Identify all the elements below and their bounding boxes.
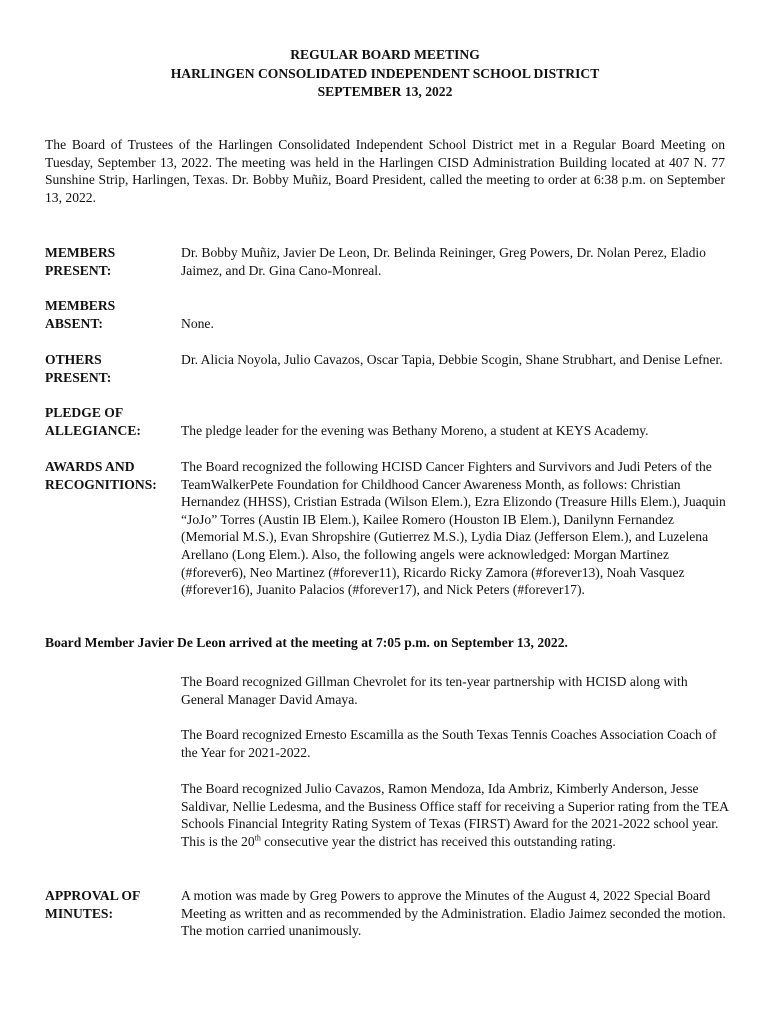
recognition-business-text-end: consecutive year the district has received this outstanding rating. [260,833,616,849]
members-absent-text: None. [181,316,214,331]
header-meeting-title: REGULAR BOARD MEETING [290,47,480,62]
recognition-business-text: The Board recognized Julio Cavazos, Ramon Mendoza, Ida Ambriz, Kimberly Anderson, Jesse Saldivar, Nellie Ledesma, and the Business Office staff for receiving a Superior rating from the TEA Schools Financial Integrity Rating System of Texas (FIRST) Award for the 2021-2022 school year. This is the 20 [181,781,729,849]
pledge-label: PLEDGE OF ALLEGIANCE: [45,405,141,438]
members-present-label: MEMBERS PRESENT: [45,245,116,278]
pledge-text: The pledge leader for the evening was Bethany Moreno, a student at KEYS Academy. [181,423,649,438]
recognition-gillman: The Board recognized Gillman Chevrolet for its ten-year partnership with HCISD along with General Manager David Amaya. [181,674,688,707]
header-district-name: HARLINGEN CONSOLIDATED INDEPENDENT SCHOOL DISTRICT [170,65,600,81]
members-absent-label: MEMBERS ABSENT: [45,298,116,331]
awards-text: The Board recognized the following HCISD Cancer Fighters and Survivors and Judi Peters of the TeamWalkerPete Foundation for Childhood Cancer Awareness Month, as follows: Christian Hernandez (HHSS), Cristian Estrada (Wilson Elem.), Ezra Elizondo (Treasure Hills Elem.), Juaquin “JoJo” Torres (Austin IB Elem.), Kailee Romero (Houston IB Elem.), Danilynn Fernandez (Memorial M.S.), Evan Shropshire (Gutierrez M.S.), Lydia Diaz (Jefferson Elem.), and Luzelena Arellano (Long Elem.). Also, the following angels were acknowledged: Morgan Martinez (#forever6), Neo Martinez (#forever11), Ricardo Ricky Zamora (#forever13), Noah Vasquez (#forever16), Juanito Palacios (#forever17), and Nick Peters (#forever17). [181,459,726,598]
recognition-business-office [181,780,729,850]
others-present-label: OTHERS PRESENT: [45,352,112,385]
header-meeting-date: SEPTEMBER 13, 2022 [317,84,453,99]
approval-label: APPROVAL OF MINUTES: [45,888,141,921]
arrival-note: Board Member Javier De Leon arrived at the meeting at 7:05 p.m. on September 13, 2022. [45,635,568,650]
document-header [0,46,770,102]
others-present-text: Dr. Alicia Noyola, Julio Cavazos, Oscar Tapia, Debbie Scogin, Shane Strubhart, and Denise Lefner. [181,352,723,367]
recognition-escamilla: The Board recognized Ernesto Escamilla as the South Texas Tennis Coaches Association Coach of the Year for 2021-2022. [181,727,717,760]
ordinal-superscript: th [254,833,261,843]
intro-paragraph: The Board of Trustees of the Harlingen Consolidated Independent School District met in a Regular Board Meeting on Tuesday, September 13, 2022. The meeting was held in the Harlingen CISD Administration Building located at 407 N. 77 Sunshine Strip, Harlingen, Texas. Dr. Bobby Muñiz, Board President, called the meeting to order at 6:38 p.m. on September 13, 2022. [45,137,725,205]
members-present-text: Dr. Bobby Muñiz, Javier De Leon, Dr. Belinda Reininger, Greg Powers, Dr. Nolan Perez, Eladio Jaimez, and Dr. Gina Cano-Monreal. [181,245,706,278]
awards-label: AWARDS AND RECOGNITIONS: [45,459,157,492]
approval-text: A motion was made by Greg Powers to approve the Minutes of the August 4, 2022 Special Board Meeting as written and as recommended by the Administration. Eladio Jaimez seconded the motion. The motion carried unanimously. [181,888,726,939]
